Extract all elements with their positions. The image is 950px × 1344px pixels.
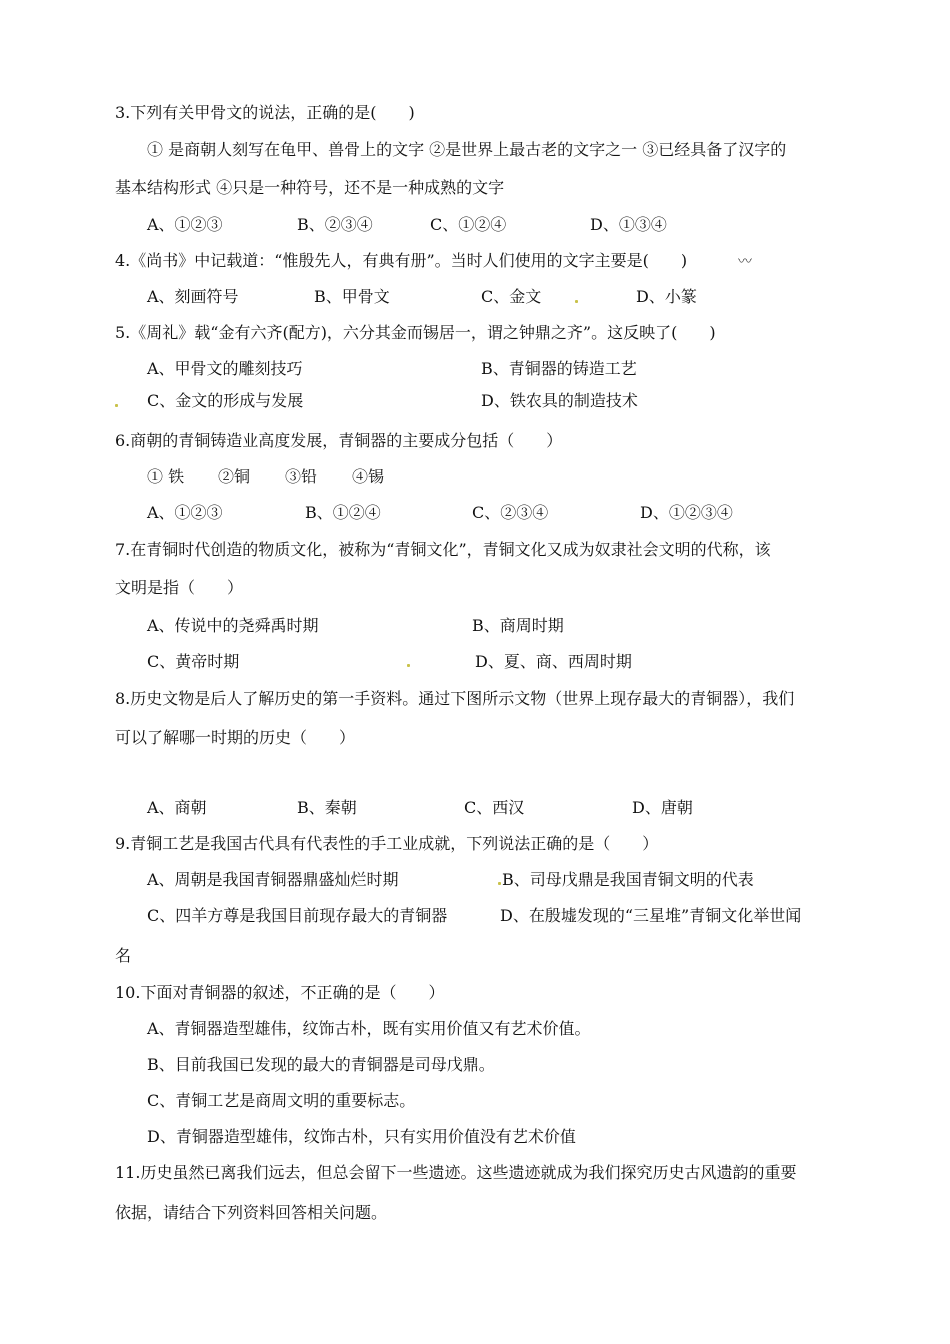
q7-option-a: A、传说中的尧舜禹时期: [147, 616, 319, 635]
q6-option-d: D、①②③④: [640, 503, 733, 522]
q6-option-a: A、①②③: [147, 503, 223, 522]
q6-option-c: C、②③④: [472, 503, 549, 522]
q7-stem: 7.在青铜时代创造的物质文化，被称为“青铜文化”，青铜文化又成为奴隶社会文明的代称，该: [115, 540, 771, 559]
q10-option-b: B、目前我国已发现的最大的青铜器是司母戊鼎。: [147, 1055, 495, 1074]
q10-stem: 10.下面对青铜器的叙述，不正确的是（ ）: [115, 983, 445, 1002]
q3-option-a: A、①②③: [147, 215, 223, 234]
q5-option-d: D、铁农具的制造技术: [481, 391, 638, 410]
q6-item-4: ④锡: [352, 467, 385, 486]
q5-option-b: B、青铜器的铸造工艺: [481, 359, 637, 378]
q8-stem-cont: 可以了解哪一时期的历史（ ）: [115, 728, 356, 747]
q8-option-b: B、秦朝: [297, 798, 357, 817]
q7-option-d: D、夏、商、西周时期: [475, 652, 632, 671]
q11-stem: 11.历史虽然已离我们远去，但总会留下一些遗迹。这些遗迹就成为我们探究历史古风遗韵的重要: [115, 1163, 797, 1182]
q6-option-b: B、①②④: [305, 503, 381, 522]
q5-option-c: C、金文的形成与发展: [147, 391, 304, 410]
q7-option-b: B、商周时期: [472, 616, 564, 635]
q9-stem: 9.青铜工艺是我国古代具有代表性的手工业成就，下列说法正确的是（ ）: [115, 834, 659, 853]
q4-option-b: B、甲骨文: [314, 287, 390, 306]
q3-stem: 3.下列有关甲骨文的说法，正确的是( ): [115, 103, 415, 122]
q9-option-d: D、在殷墟发现的“三星堆”青铜文化举世闻: [500, 906, 802, 925]
q10-option-c: C、青铜工艺是商周文明的重要标志。: [147, 1091, 416, 1110]
q3-statements-cont: 基本结构形式 ④只是一种符号，还不是一种成熟的文字: [115, 178, 505, 197]
q8-option-d: D、唐朝: [632, 798, 693, 817]
q4-option-d: D、小篆: [636, 287, 697, 306]
q3-option-b: B、②③④: [297, 215, 373, 234]
q6-stem: 6.商朝的青铜铸造业高度发展，青铜器的主要成分包括（ ）: [115, 431, 563, 450]
q3-option-d: D、①③④: [590, 215, 667, 234]
q3-statements: ① 是商朝人刻写在龟甲、兽骨上的文字 ②是世界上最古老的文字之一 ③已经具备了汉字的: [147, 140, 787, 159]
q6-item-1: ① 铁: [147, 467, 185, 486]
stray-dot-icon: [407, 664, 410, 667]
q4-option-c: C、金文: [481, 287, 542, 306]
stray-dot-icon: [115, 404, 118, 407]
stray-dot-icon: [498, 882, 501, 885]
q3-option-c: C、①②④: [430, 215, 507, 234]
q9-option-a: A、周朝是我国青铜器鼎盛灿烂时期: [147, 870, 399, 889]
q9-option-c: C、四羊方尊是我国目前现存最大的青铜器: [147, 906, 448, 925]
q9-option-b: B、司母戊鼎是我国青铜文明的代表: [502, 870, 754, 889]
q5-stem: 5.《周礼》载“金有六齐(配方)，六分其金而锡居一，谓之钟鼎之齐”。这反映了( ): [115, 323, 716, 342]
scribble-mark-icon: 〰: [738, 254, 752, 270]
q8-option-c: C、西汉: [464, 798, 525, 817]
q6-item-2: ②铜: [218, 467, 251, 486]
q4-stem: 4.《尚书》中记载道：“惟殷先人，有典有册”。当时人们使用的文字主要是( ): [115, 251, 688, 270]
q8-option-a: A、商朝: [147, 798, 207, 817]
q11-stem-cont: 依据，请结合下列资料回答相关问题。: [115, 1203, 388, 1222]
q9-option-d-cont: 名: [115, 946, 132, 965]
stray-dot-icon: [575, 300, 578, 303]
q10-option-a: A、青铜器造型雄伟，纹饰古朴，既有实用价值又有艺术价值。: [147, 1019, 591, 1038]
q8-stem: 8.历史文物是后人了解历史的第一手资料。通过下图所示文物（世界上现存最大的青铜器），我们: [115, 689, 795, 708]
q5-option-a: A、甲骨文的雕刻技巧: [147, 359, 303, 378]
q10-option-d: D、青铜器造型雄伟，纹饰古朴，只有实用价值没有艺术价值: [147, 1127, 576, 1146]
q6-item-3: ③铅: [285, 467, 318, 486]
q7-option-c: C、黄帝时期: [147, 652, 240, 671]
q7-stem-cont: 文明是指（ ）: [115, 578, 244, 597]
q4-option-a: A、刻画符号: [147, 287, 239, 306]
